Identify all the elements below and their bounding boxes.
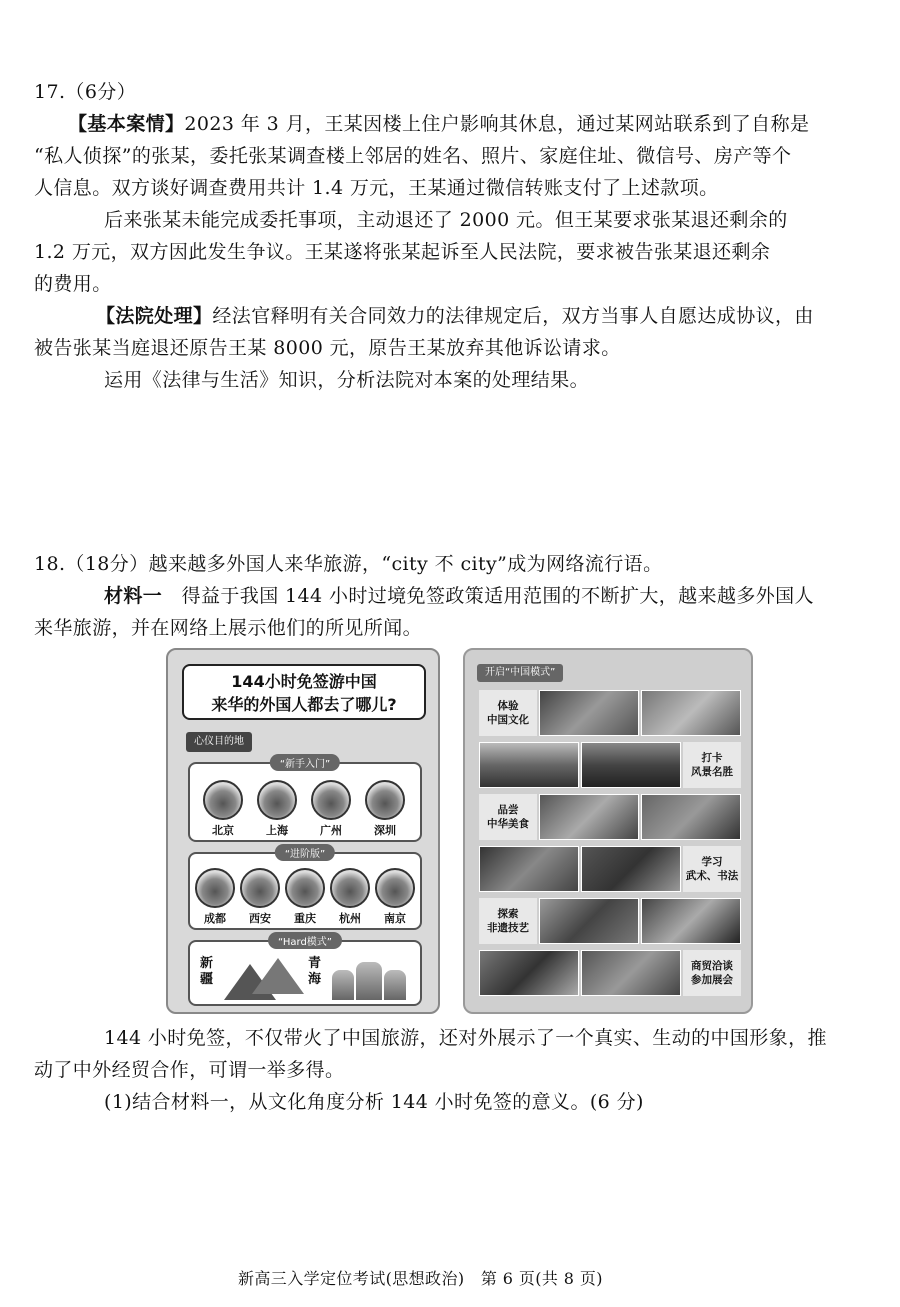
case-label: 【基本案情】 bbox=[68, 113, 185, 135]
place-xinjiang: 新疆 bbox=[200, 956, 214, 987]
page-footer: 新高三入学定位考试(思想政治) 第 6 页(共 8 页) bbox=[238, 1269, 603, 1288]
row-scenery bbox=[479, 742, 741, 788]
temple-illustration-3 bbox=[384, 970, 406, 1000]
q17-case-line3: 人信息。双方谈好调查费用共计 1.4 万元，王某通过微信转账支付了上述款项。 bbox=[34, 177, 719, 199]
place-qinghai: 青海 bbox=[308, 956, 322, 987]
material-text-1: 得益于我国 144 小时过境免签政策适用范围的不断扩大，越来越多外国人 bbox=[181, 585, 814, 607]
temple-illustration-2 bbox=[356, 962, 382, 1000]
section-beginner-label: “新手入门” bbox=[270, 754, 340, 771]
photo-trade-2 bbox=[581, 950, 681, 996]
photo-scenery-2 bbox=[581, 742, 681, 788]
city-chengdu: 成都 bbox=[194, 868, 236, 926]
row-food-label: 品尝 中华美食 bbox=[479, 794, 537, 840]
q17-p2-line2: 1.2 万元，双方因此发生争议。王某遂将张某起诉至人民法院，要求被告张某退还剩余 bbox=[34, 241, 771, 263]
photo-food-2 bbox=[641, 794, 741, 840]
row-trade-label: 商贸洽谈 参加展会 bbox=[683, 950, 741, 996]
city-xian: 西安 bbox=[239, 868, 281, 926]
china-mode-poster bbox=[463, 648, 753, 1014]
row-heritage bbox=[479, 898, 741, 944]
city-shenzhen: 深圳 bbox=[364, 780, 406, 838]
photo-food-1 bbox=[539, 794, 639, 840]
row-trade bbox=[479, 950, 741, 996]
city-chongqing: 重庆 bbox=[284, 868, 326, 926]
case-text-1: 2023 年 3 月，王某因楼上住户影响其休息，通过某网站联系到了自称是 bbox=[184, 113, 810, 135]
poster-title bbox=[182, 664, 426, 720]
photo-heritage-1 bbox=[539, 898, 639, 944]
row-food bbox=[479, 794, 741, 840]
photo-culture-1 bbox=[539, 690, 639, 736]
material-label: 材料一 bbox=[104, 585, 163, 607]
photo-culture-2 bbox=[641, 690, 741, 736]
q18-material-line1 bbox=[104, 580, 814, 613]
city-nanjing: 南京 bbox=[374, 868, 416, 926]
q18-sub1: (1)结合材料一，从文化角度分析 144 小时免签的意义。(6 分) bbox=[104, 1091, 644, 1113]
q18-after-line1: 144 小时免签，不仅带火了中国旅游，还对外展示了一个真实、生动的中国形象，推 bbox=[104, 1027, 827, 1049]
photo-trade-1 bbox=[479, 950, 579, 996]
photo-heritage-2 bbox=[641, 898, 741, 944]
photo-martial-1 bbox=[479, 846, 579, 892]
photo-scenery-1 bbox=[479, 742, 579, 788]
destinations-poster bbox=[166, 648, 440, 1014]
mountain-illustration-2 bbox=[252, 958, 304, 994]
q17-task: 运用《法律与生活》知识，分析法院对本案的处理结果。 bbox=[104, 369, 590, 391]
row-martial-arts bbox=[479, 846, 741, 892]
row-heritage-label: 探索 非遗技艺 bbox=[479, 898, 537, 944]
q17-case-line1 bbox=[68, 108, 809, 141]
q17-case-line2: “私人侦探”的张某，委托张某调查楼上邻居的姓名、照片、家庭住址、微信号、房产等个 bbox=[34, 145, 792, 167]
photo-martial-2 bbox=[581, 846, 681, 892]
row-culture bbox=[479, 690, 741, 736]
q17-court-line2: 被告张某当庭退还原告王某 8000 元，原告王某放弃其他诉讼请求。 bbox=[34, 337, 621, 359]
row-culture-label: 体验 中国文化 bbox=[479, 690, 537, 736]
poster-tag: 心仪目的地 bbox=[186, 732, 252, 752]
q17-p2-line1: 后来张某未能完成委托事项，主动退还了 2000 元。但王某要求张某退还剩余的 bbox=[104, 209, 788, 231]
city-hangzhou: 杭州 bbox=[329, 868, 371, 926]
city-beijing: 北京 bbox=[202, 780, 244, 838]
poster-title-line1: 144小时免签游中国 bbox=[231, 672, 377, 691]
q17-number: 17.（6分） bbox=[34, 81, 137, 103]
q17-court-line1 bbox=[96, 300, 814, 333]
court-label: 【法院处理】 bbox=[96, 305, 213, 327]
city-guangzhou: 广州 bbox=[310, 780, 352, 838]
section-advanced bbox=[188, 849, 422, 930]
section-hard-label: “Hard模式” bbox=[268, 932, 342, 949]
q17-p2-line3: 的费用。 bbox=[34, 273, 112, 295]
q18-after-line2: 动了中外经贸合作，可谓一举多得。 bbox=[34, 1059, 345, 1081]
q18-intro: 18.（18分）越来越多外国人来华旅游，“city 不 city”成为网络流行语。 bbox=[34, 553, 663, 575]
row-scenery-label: 打卡 风景名胜 bbox=[683, 742, 741, 788]
section-hard bbox=[188, 937, 422, 1006]
china-mode-header: 开启“中国模式” bbox=[477, 664, 563, 682]
q18-material-line2: 来华旅游，并在网络上展示他们的所见所闻。 bbox=[34, 617, 423, 639]
section-beginner bbox=[188, 759, 422, 842]
temple-illustration bbox=[332, 970, 354, 1000]
row-martial-arts-label: 学习 武术、书法 bbox=[683, 846, 741, 892]
city-shanghai: 上海 bbox=[256, 780, 298, 838]
poster-title-line2: 来华的外国人都去了哪儿? bbox=[211, 695, 397, 714]
court-text-1: 经法官释明有关合同效力的法律规定后，双方当事人自愿达成协议，由 bbox=[212, 305, 814, 327]
section-advanced-label: “进阶版” bbox=[275, 844, 335, 861]
